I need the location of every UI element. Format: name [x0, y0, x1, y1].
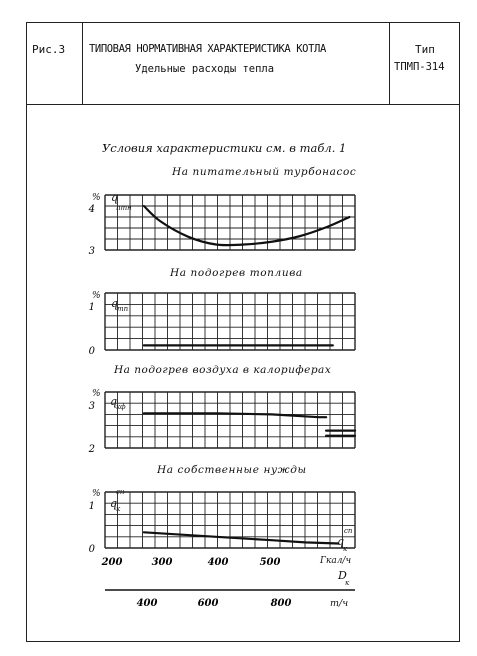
y-tick-label: 0: [88, 346, 95, 357]
d-unit: т/ч: [330, 598, 349, 609]
chart-title: ТИПОВАЯ НОРМАТИВНАЯ ХАРАКТЕРИСТИКА КОТЛА: [89, 43, 326, 55]
panel-heading-turbopump: На питательный турбонасос: [172, 166, 357, 178]
q-tick-label: 300: [151, 557, 173, 568]
y-tick-label: 1: [88, 302, 95, 313]
curve-label-sup-aux: сп: [344, 527, 353, 535]
type-value: ТПМП-314: [394, 61, 445, 73]
y-unit-1: %: [92, 193, 101, 203]
panel-heading-fuel: На подогрев топлива: [170, 267, 303, 279]
y-symbol-sub-2: тп: [117, 305, 129, 313]
q-unit: Гкал/ч: [320, 556, 352, 566]
y-unit-2: %: [92, 291, 101, 301]
type-label: Тип: [415, 43, 435, 56]
d-tick-label: 600: [197, 598, 219, 609]
chart-subtitle: Удельные расходы тепла: [135, 63, 275, 75]
q-tick-label: 400: [207, 557, 229, 568]
panel-heading-aux: На собственные нужды: [157, 464, 307, 476]
panel-heading-air: На подогрев воздуха в калориферах: [114, 364, 332, 376]
y-symbol-sub-1: птн: [116, 204, 132, 212]
figure-label: Рис.3: [32, 43, 66, 56]
q-tick-label: 200: [101, 557, 123, 568]
d-tick-label: 400: [136, 598, 158, 609]
y-tick-label: 3: [88, 401, 95, 412]
y-symbol-sub-4: к: [116, 505, 121, 513]
d-symbol-sub: к: [345, 579, 350, 587]
curve-label-aux: q: [337, 535, 345, 548]
y-symbol-sub-3: кф: [116, 403, 126, 411]
y-tick-label: 4: [88, 204, 95, 215]
y-symbol-2: q: [111, 297, 119, 310]
y-symbol-sup-4: сн: [116, 488, 125, 496]
y-unit-4: %: [92, 489, 101, 499]
conditions-note: Условия характеристики см. в табл. 1: [102, 141, 347, 155]
d-tick-label: 800: [270, 598, 292, 609]
y-symbol-4: q: [110, 497, 118, 510]
y-tick-label: 1: [88, 501, 95, 512]
y-tick-label: 3: [88, 246, 95, 257]
y-symbol-1: q: [111, 191, 119, 204]
y-tick-label: 0: [88, 544, 95, 555]
y-symbol-3: q: [110, 395, 118, 408]
series-line: [144, 532, 338, 543]
y-unit-3: %: [92, 389, 101, 399]
curve-label-sub-aux: к: [343, 545, 348, 553]
d-symbol: D: [338, 569, 347, 582]
series-line: [144, 413, 326, 417]
q-tick-label: 500: [259, 557, 281, 568]
y-tick-label: 2: [88, 444, 95, 455]
